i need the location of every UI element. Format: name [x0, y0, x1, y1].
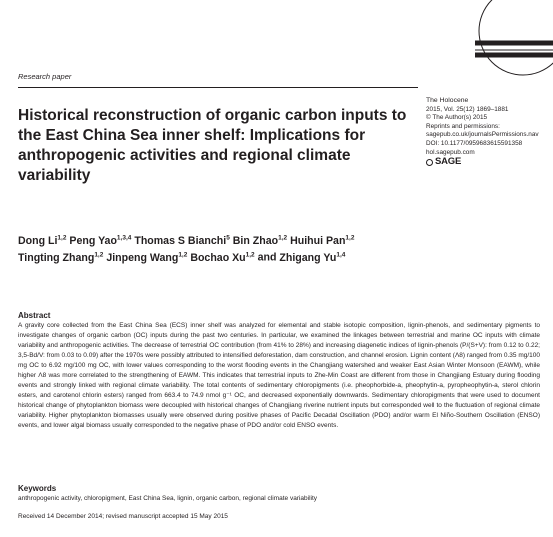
- copyright: © The Author(s) 2015: [426, 114, 488, 122]
- author-affiliation: 1,2: [278, 234, 288, 241]
- citation: 2015, Vol. 25(12) 1869–1881: [426, 105, 509, 113]
- journal-meta: [426, 97, 553, 167]
- author-name: Zhigang Yu: [279, 251, 337, 264]
- keywords-heading: Keywords: [18, 484, 57, 493]
- header-divider: [18, 87, 418, 88]
- abstract-text: A gravity core collected from the East China Sea (ECS) inner shelf was analyzed for elemental and stable isotopic composition, lignin-phenols, and sedimentary pigments to investigate changes of organic carbon (OC) inputs during the past two centuries. In particular, we examined the linkages between terrestrial and marine OC inputs with climate variability and anthropogenic activities. The decrease of terrestrial OC contribution (from 41% to 28%) and increasing diagenetic indices of lignin-phenols (P/(S+V): from 0.12 to 0.22; 3,5-Bd/V: from 0.03 to 0.09) after the 1970s were possibly attributed to intensified deforestation, dam construction, and channel erosion. Lignin content (Λ8) ranged from 0.35 mg/100 mg OC to 6.92 mg/100 mg OC, with lower values corresponding to the worst flooding events in the Changjiang watershed and weaker East Asian Winter Monsoon (EAWM), while higher Λ8 was more correlated to the strengthening of EAWM. This indicates that terrestrial inputs to Zhe-Min Coast are different from those in Changjiang Estuary during flooding events and strongly linked with regional climate variability. The total contents of sedimentary chloropigments (i.e. pheophorbide-a, pheophytin-a, pyropheophytin-a, sterol chlorin esters, and carotenol chlorin esters) ranged from 663.4 to 74.9 nmol g⁻¹ OC, and decreased exponentially downwards. Sedimentary chloropigments that were used to document historical change of phytoplankton biomass were decoupled with historical changes of Changjiang riverine nutrient inputs but corresponded well to the fluctuation of regional climate variability. Higher phytoplankton biomasses usually were observed during positive phases of Pacific Decadal Oscillation (PDO) and/or warm El Niño-Southern Oscillation (ENSO) events, and lower algal biomass usually corresponded to the negative phase of PDO and/or cold ENSO events.: [18, 322, 540, 430]
- author-affiliation: 5: [226, 234, 230, 241]
- author: [18, 252, 103, 264]
- author-name: Dong Li: [18, 234, 58, 247]
- author-name: Peng Yao: [69, 234, 117, 247]
- journal-logo: [475, 0, 553, 82]
- keywords-text: anthropogenic activity, chloropigment, East China Sea, lignin, organic carbon, regional climate variability: [18, 495, 318, 502]
- author-name: Tingting Zhang: [18, 251, 95, 264]
- author-affiliation: 1,2: [57, 234, 67, 241]
- received-dates: Received 14 December 2014; revised manuscript accepted 15 May 2015: [18, 513, 228, 520]
- author-name: Bin Zhao: [232, 234, 279, 247]
- author-name: Jinpeng Wang: [106, 251, 179, 264]
- publisher-logo: [426, 158, 553, 167]
- author: [279, 252, 345, 264]
- author: [106, 252, 187, 264]
- author-affiliation: 1,2: [94, 251, 104, 259]
- paper-type-label: Research paper: [18, 72, 72, 81]
- publisher-name: SAGE: [435, 156, 462, 168]
- author: [134, 235, 229, 247]
- permissions-link[interactable]: sagepub.co.uk/journalsPermissions.nav: [426, 131, 539, 139]
- author: [190, 252, 254, 264]
- author-list: Dong Li$^{1,2}$ Peng Yao$^{1,3,4}$ Thomas S Bianchi$^5$ Bin Zhao$^{1,2}$ Huihui Pan$^{1,2}$ Tingting Zhang$^{1,2}$ Jinpeng Wang$^{1,2}$ Bochao Xu$^{1,2}$ and Zhigang Yu$^{1,4}$: [18, 234, 355, 264]
- author: [233, 235, 287, 247]
- author-affiliation: 1,4: [336, 251, 346, 259]
- author: [18, 235, 66, 247]
- author-affiliation: 1,3,4: [116, 234, 132, 241]
- author: [290, 235, 354, 247]
- doi-link[interactable]: DOI: 10.1177/0959683615591358: [426, 139, 523, 147]
- author-affiliation: 1,2: [245, 251, 255, 259]
- reprints-label: Reprints and permissions:: [426, 122, 500, 130]
- journal-site-link[interactable]: hol.sagepub.com: [426, 148, 475, 156]
- paper-title: Historical reconstruction of organic carbon inputs to the East China Sea inner shelf: Implications for anthropogenic activities and regional climate variability: [18, 107, 407, 184]
- journal-name: The Holocene: [426, 97, 469, 104]
- author-affiliation: 1,2: [178, 251, 188, 259]
- author-name: Thomas S Bianchi: [134, 234, 227, 247]
- author-affiliation: 1,2: [345, 234, 355, 241]
- author-name: Bochao Xu: [190, 251, 246, 264]
- sage-ring-icon: [426, 159, 433, 166]
- abstract-heading: Abstract: [18, 311, 51, 320]
- author: [69, 235, 131, 247]
- author-name: Huihui Pan: [290, 234, 346, 247]
